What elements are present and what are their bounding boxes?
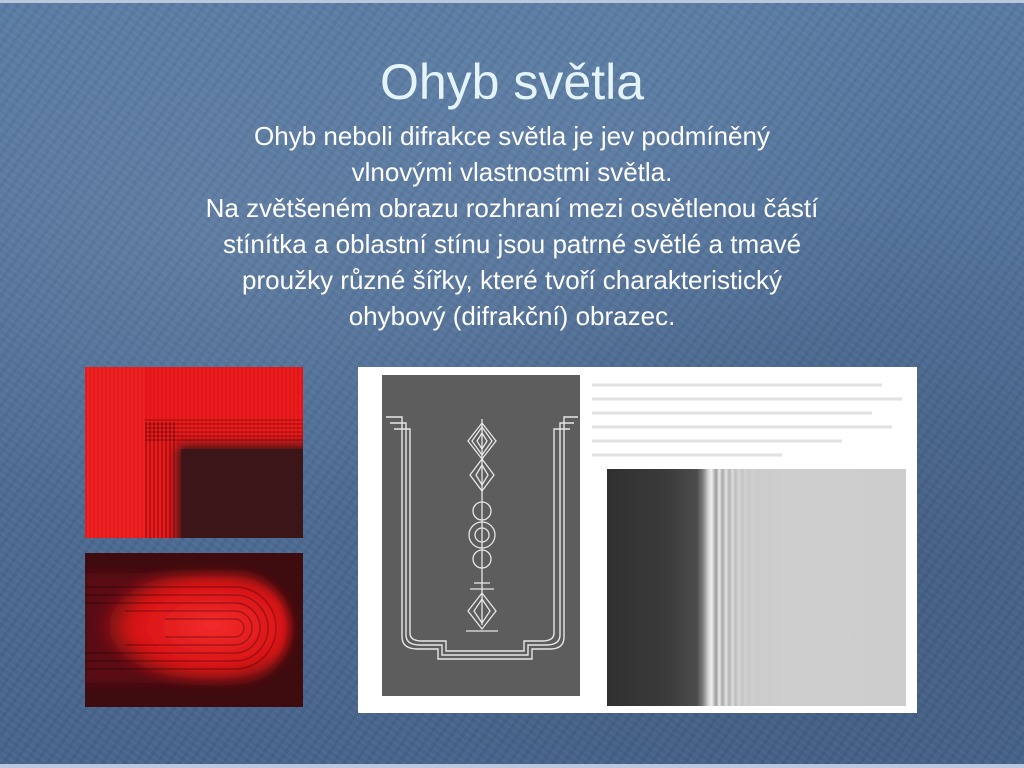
slide-top-border [0, 0, 1024, 3]
body-line: proužky různé šířky, které tvoří charakteristický [242, 265, 782, 295]
razor-blade-diffraction-image [382, 375, 580, 696]
body-line: ohybový (difrakční) obrazec. [348, 301, 676, 331]
slide-title: Ohyb světla [379, 54, 644, 110]
slide-bottom-border [0, 764, 1024, 768]
diffraction-photo-rounded-tip [85, 553, 303, 707]
straight-edge-diffraction-image [607, 469, 906, 706]
body-line: Na zvětšeném obrazu rozhraní mezi osvětlenou částí [205, 193, 819, 223]
body-line: Ohyb neboli difrakce světla je jev podmíněný [254, 121, 770, 151]
diffraction-figure-panel [358, 367, 917, 713]
body-line: stínítka a oblastní stínu jsou patrné světlé a tmavé [222, 229, 802, 259]
body-line: vlnovými vlastnostmi světla. [351, 157, 673, 187]
faint-background-text [582, 377, 912, 467]
slide-body-text [60, 118, 964, 334]
diffraction-photo-corner [85, 367, 303, 538]
